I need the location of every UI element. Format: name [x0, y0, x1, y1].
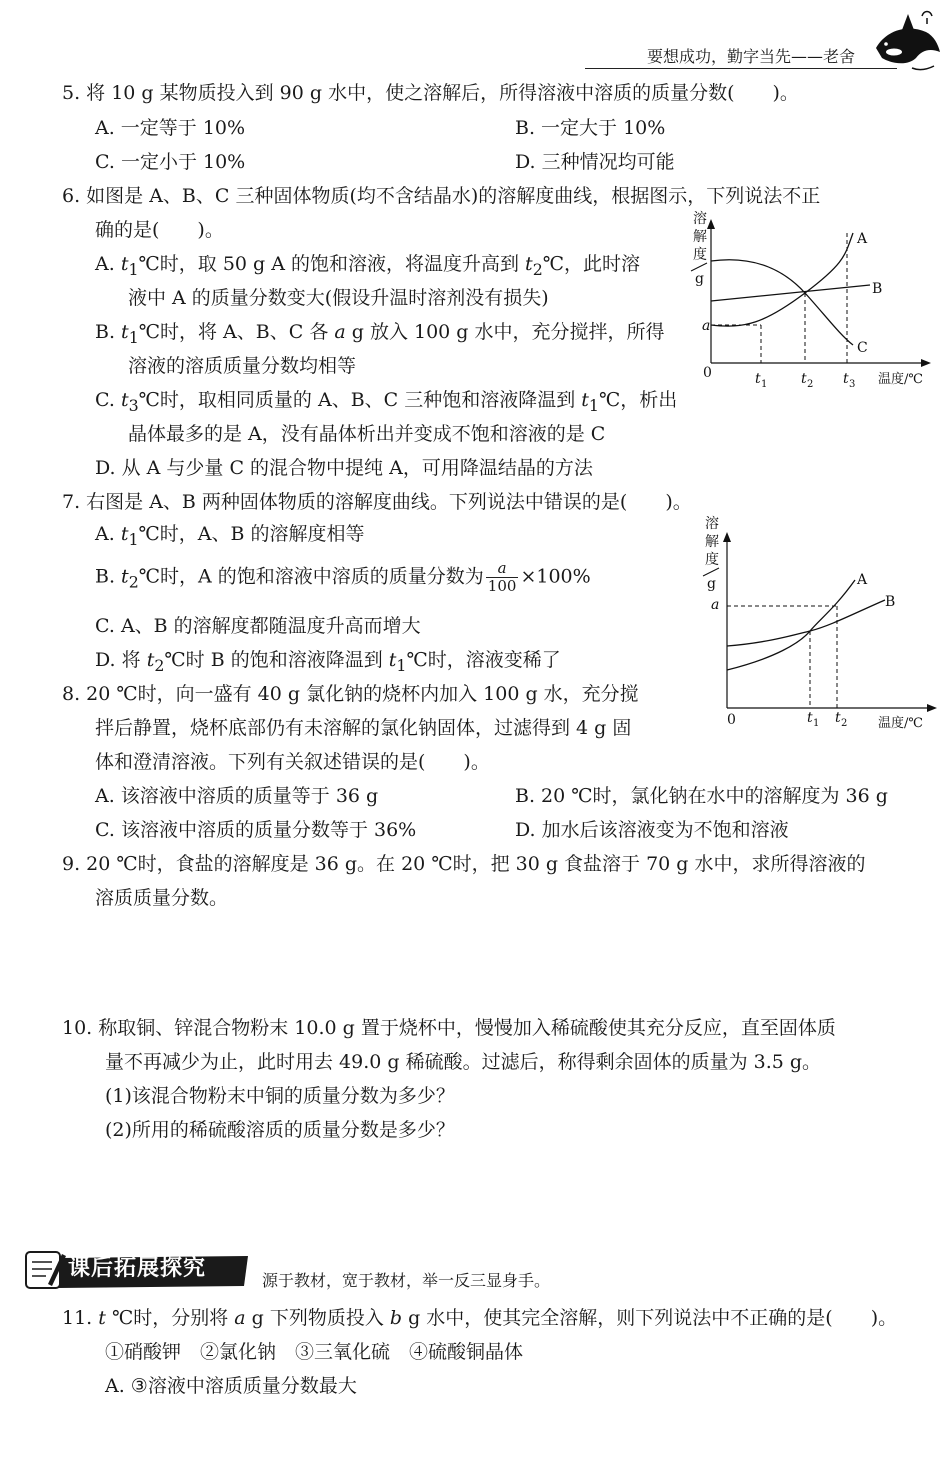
q6-curve-a [711, 233, 853, 326]
q6-stem-line2: 确的是( )。 [95, 219, 224, 241]
q5-stem: 5. 将 10 g 某物质投入到 90 g 水中，使之溶解后，所得溶液中溶质的质量分数( )。 [62, 82, 799, 104]
q7-fraction: $\frac{a}{100}$ [487, 559, 517, 595]
svg-text:2: 2 [807, 379, 814, 390]
q6-option-b-line1: B. $t_1℃$时，将 A、B、C 各 a g 放入 100 g 水中，充分搅拌，所得 [95, 321, 665, 347]
q6-xlabel: 温度/℃ [878, 372, 923, 387]
q7-ylabel-3: 度 [705, 552, 719, 568]
q8-option-c: C. 该溶液中溶质的质量分数等于 36% [95, 819, 417, 841]
svg-text:3: 3 [849, 379, 856, 390]
svg-text:1: 1 [813, 718, 820, 729]
q6-curve-b [711, 285, 870, 301]
q7-curve-label-b: B [885, 594, 896, 610]
q7-curve-label-a: A [857, 572, 868, 588]
q7-option-a: A. $t_1℃$时，A、B 的溶解度相等 [95, 523, 365, 549]
q7-curve-b [727, 600, 885, 646]
q6-ylabel-1: 溶 [693, 211, 707, 227]
q6-option-b-line2: 溶液的溶质质量分数均相等 [128, 355, 357, 377]
q10-line1: 10. 称取铜、锌混合物粉末 10.0 g 置于烧杯中，慢慢加入稀硫酸使其充分反应，直至固体质 [62, 1017, 836, 1039]
q11-option-a: A. ③溶液中溶质质量分数最大 [105, 1375, 357, 1397]
q6-solubility-graph [685, 205, 945, 405]
q7-tick-t2: t [835, 710, 841, 726]
q5-option-d: D. 三种情况均可能 [515, 151, 675, 173]
section-subtitle: 源于教材，宽于教材，举一反三显身手。 [262, 1271, 551, 1290]
q7-ylabel-1: 溶 [705, 516, 719, 532]
q7-option-c: C. A、B 的溶解度都随温度升高而增大 [95, 615, 421, 637]
q5-option-b: B. 一定大于 10% [515, 117, 666, 139]
motto: 要想成功，勤字当先——老舍 [646, 47, 855, 66]
q7-option-b: B. $t_2℃$时，A 的饱和溶液中溶质的质量分数为 $\frac{a}{100}$ ×100% [95, 559, 591, 595]
q8-stem-line2: 拌后静置，烧杯底部仍有未溶解的氯化钠固体，过滤得到 4 g 固 [95, 717, 632, 739]
q7-solubility-graph [685, 508, 945, 738]
section-title: 课后拓展探究 [68, 1256, 207, 1281]
q6-option-c-line2: 晶体最多的是 A，没有晶体析出并变成不饱和溶液的是 C [128, 423, 606, 445]
q10-sub2: (2)所用的稀硫酸溶质的质量分数是多少？ [105, 1119, 455, 1141]
q6-option-c-line1: C. $t_3℃$时，取相同质量的 A、B、C 三种饱和溶液降温到 $t_1℃$，析出 [95, 389, 678, 415]
q5-option-a: A. 一定等于 10% [95, 117, 246, 139]
q6-option-d: D. 从 A 与少量 C 的混合物中提纯 A，可用降温结晶的方法 [95, 457, 593, 479]
q8-option-d: D. 加水后该溶液变为不饱和溶液 [515, 819, 789, 841]
q8-option-a: A. 该溶液中溶质的质量等于 36 g [95, 785, 379, 807]
q8-stem-line3: 体和澄清溶液。下列有关叙述错误的是( )。 [95, 751, 490, 773]
q6-curve-label-b: B [872, 281, 883, 297]
svg-text:1: 1 [761, 379, 768, 390]
q8-stem-line1: 8. 20 ℃时，向一盛有 40 g 氯化钠的烧杯内加入 100 g 水，充分搅 [62, 683, 639, 705]
q6-curve-label-c: C [857, 340, 868, 356]
q11-stem: 11. t ℃时，分别将 a g 下列物质投入 b g 水中，使其完全溶解，则下列说法中不正确的是( )。 [62, 1307, 898, 1329]
q10-sub1: (1)该混合物粉末中铜的质量分数为多少？ [105, 1085, 455, 1107]
q9-line2: 溶质质量分数。 [95, 887, 229, 909]
q6-option-a-line1: A. $t_1℃$时，取 50 g A 的饱和溶液，将温度升高到 $t_2℃$，此时溶 [95, 253, 641, 279]
q8-option-b: B. 20 ℃时，氯化钠在水中的溶解度为 36 g [515, 785, 888, 807]
q6-curve-c [711, 260, 853, 345]
q7-option-d: D. 将 $t_2℃$时 B 的饱和溶液降温到 $t_1℃$时，溶液变稀了 [95, 649, 561, 675]
q6-option-a-line2: 液中 A 的质量分数变大(假设升温时溶剂没有损失) [128, 287, 549, 309]
q6-curve-label-a: A [857, 231, 868, 247]
q7-curve-a [727, 580, 855, 670]
q6-a-label: a [702, 318, 711, 334]
q5-option-c: C. 一定小于 10% [95, 151, 246, 173]
q7-a-label: a [711, 597, 720, 613]
q7-ylabel-4: g [707, 576, 716, 592]
q6-origin: 0 [703, 365, 712, 381]
motto-underline [585, 68, 897, 69]
q7-stem: 7. 右图是 A、B 两种固体物质的溶解度曲线。下列说法中错误的是( )。 [62, 491, 692, 513]
q10-line2: 量不再减少为止，此时用去 49.0 g 稀硫酸。过滤后，称得剩余固体的质量为 3.5 g。 [105, 1051, 822, 1073]
svg-text:2: 2 [841, 718, 848, 729]
q7-origin: 0 [727, 712, 736, 728]
q9-line1: 9. 20 ℃时，食盐的溶解度是 36 g。在 20 ℃时，把 30 g 食盐溶于 70 g 水中，求所得溶液的 [62, 853, 866, 875]
q6-ylabel-3: 度 [693, 247, 707, 263]
q6-tick-t2: t [801, 371, 807, 387]
q6-tick-t3: t [843, 371, 849, 387]
orca-mascot-icon [872, 8, 944, 80]
q6-ylabel-4: g [695, 271, 704, 287]
q6-tick-t1: t [755, 371, 761, 387]
q6-stem-line1: 6. 如图是 A、B、C 三种固体物质(均不含结晶水)的溶解度曲线，根据图示，下列说法不正 [62, 185, 821, 207]
q7-xlabel: 温度/℃ [878, 716, 923, 731]
q6-ylabel-2: 解 [693, 229, 707, 245]
q11-items: ①硝酸钾 ②氯化钠 ③三氧化硫 ④硫酸铜晶体 [105, 1341, 524, 1363]
q7-ylabel-2: 解 [705, 534, 719, 550]
q7-tick-t1: t [807, 710, 813, 726]
